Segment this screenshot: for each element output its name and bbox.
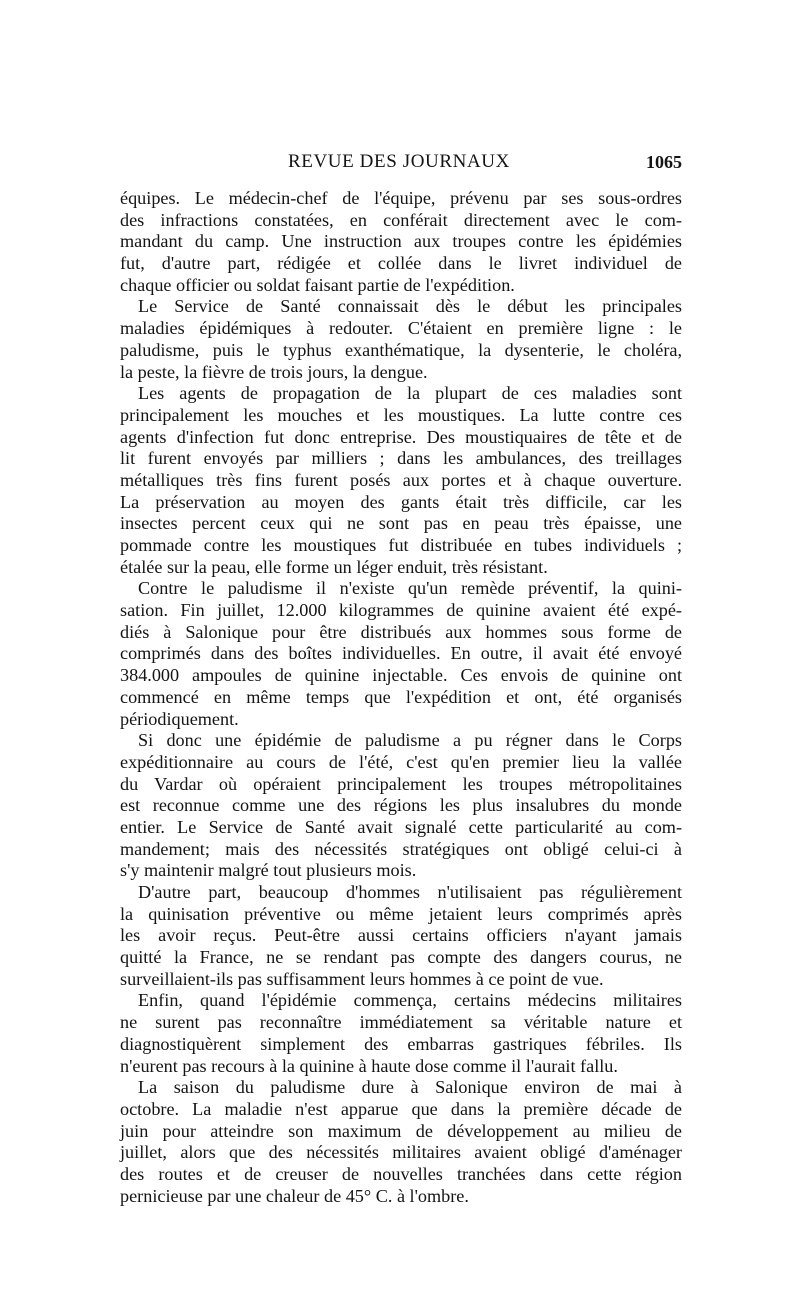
text-line: Le Service de Santé connaissait dès le début les principales [138, 296, 682, 317]
text-line: pernicieuse par une chaleur de 45° C. à l'ombre. [120, 1185, 469, 1206]
body-text [120, 188, 682, 1207]
text-line: fut, d'autre part, rédigée et collée dans le livret individuel de [120, 253, 682, 274]
text-line: maladies épidémiques à redouter. C'étaient en première ligne : le [120, 318, 682, 339]
text-line: la peste, la fièvre de trois jours, la dengue. [120, 361, 428, 382]
text-line: expéditionnaire au cours de l'été, c'est qu'en premier lieu la vallée [120, 751, 682, 772]
text-line: équipes. Le médecin-chef de l'équipe, prévenu par ses sous-ordres [120, 188, 682, 208]
text-line: La préservation au moyen des gants était très difficile, car les [120, 491, 682, 512]
text-line: métalliques très fins furent posés aux portes et à chaque ouverture. [120, 469, 682, 490]
paragraph-1 [120, 188, 682, 296]
text-line: insectes percent ceux qui ne sont pas en peau très épaisse, une [120, 513, 682, 534]
text-line: du Vardar où opéraient principalement les troupes métropolitaines [120, 773, 682, 794]
text-line: pommade contre les moustiques fut distribuée en tubes individuels ; [120, 535, 682, 555]
text-line: des routes et de creuser de nouvelles tranchées dans cette région [120, 1163, 682, 1184]
text-line: Contre le paludisme il n'existe qu'un remède préventif, la quini- [138, 578, 682, 599]
text-line: s'y maintenir malgré tout plusieurs mois. [120, 860, 417, 881]
text-line: 384.000 ampoules de quinine injectable. Ces envois de quinine ont [120, 665, 682, 686]
text-line: surveillaient-ils pas suffisamment leurs hommes à ce point de vue. [120, 968, 604, 989]
text-line: les avoir reçus. Peut-être aussi certains officiers n'ayant jamais [120, 925, 682, 946]
page-number: 1065 [646, 152, 682, 172]
text-line: mandement; mais des nécessités stratégiques ont obligé celui-ci à [120, 838, 682, 859]
text-line: comprimés dans des boîtes individuelles. En outre, il avait été envoyé [120, 643, 682, 664]
text-line: principalement les mouches et les moustiques. La lutte contre ces [120, 404, 682, 425]
text-line: D'autre part, beaucoup d'hommes n'utilisaient pas régulièrement [138, 882, 682, 902]
text-line: octobre. La maladie n'est apparue que dans la première décade de [120, 1098, 682, 1119]
text-line: mandant du camp. Une instruction aux troupes contre les épidémies [120, 231, 682, 252]
text-line: agents d'infection fut donc entreprise. Des moustiquaires de tête et de [120, 426, 682, 447]
text-line: étalée sur la peau, elle forme un léger enduit, très résistant. [120, 556, 548, 577]
text-line: chaque officier ou soldat faisant partie de l'expédition. [120, 274, 515, 295]
running-title: REVUE DES JOURNAUX [288, 151, 510, 172]
text-line: n'eurent pas recours à la quinine à haute dose comme il l'aurait fallu. [120, 1055, 618, 1076]
text-line: La saison du paludisme dure à Salonique environ de mai à [138, 1077, 682, 1098]
paragraph-8 [120, 1077, 682, 1207]
text-line: Si donc une épidémie de paludisme a pu régner dans le Corps [138, 730, 682, 751]
text-line: des infractions constatées, en conférait directement avec le com- [120, 209, 682, 230]
paragraph-2 [120, 296, 682, 383]
text-line: paludisme, puis le typhus exanthématique, la dysenterie, le choléra, [120, 339, 682, 360]
text-line: Enfin, quand l'épidémie commença, certains médecins militaires [138, 990, 682, 1011]
text-line: diés à Salonique pour être distribués aux hommes sous forme de [120, 621, 682, 642]
paragraph-4 [120, 578, 682, 730]
text-line: lit furent envoyés par milliers ; dans les ambulances, des treillages [120, 448, 682, 469]
text-line: périodiquement. [120, 708, 239, 729]
paragraph-6 [120, 882, 682, 990]
paragraph-3 [120, 383, 682, 578]
text-line: entier. Le Service de Santé avait signalé cette particularité au com- [120, 816, 682, 837]
text-line: diagnostiquèrent simplement des embarras gastriques fébriles. Ils [120, 1033, 682, 1054]
paragraph-7 [120, 990, 682, 1077]
text-line: juillet, alors que des nécessités militaires avaient obligé d'aménager [120, 1142, 682, 1163]
running-head [120, 150, 682, 174]
text-line: la quinisation préventive ou même jetaient leurs comprimés après [120, 903, 682, 924]
paragraph-5 [120, 730, 682, 882]
text-line: ne surent pas reconnaître immédiatement sa véritable nature et [120, 1012, 682, 1033]
text-line: est reconnue comme une des régions les plus insalubres du monde [120, 795, 682, 816]
text-line: quitté la France, ne se rendant pas compte des dangers courus, ne [120, 947, 682, 968]
text-line: juin pour atteindre son maximum de développement au milieu de [120, 1120, 682, 1141]
text-line: sation. Fin juillet, 12.000 kilogrammes de quinine avaient été expé- [120, 600, 682, 621]
text-line: Les agents de propagation de la plupart de ces maladies sont [138, 383, 682, 404]
text-line: commencé en même temps que l'expédition et ont, été organisés [120, 686, 682, 707]
